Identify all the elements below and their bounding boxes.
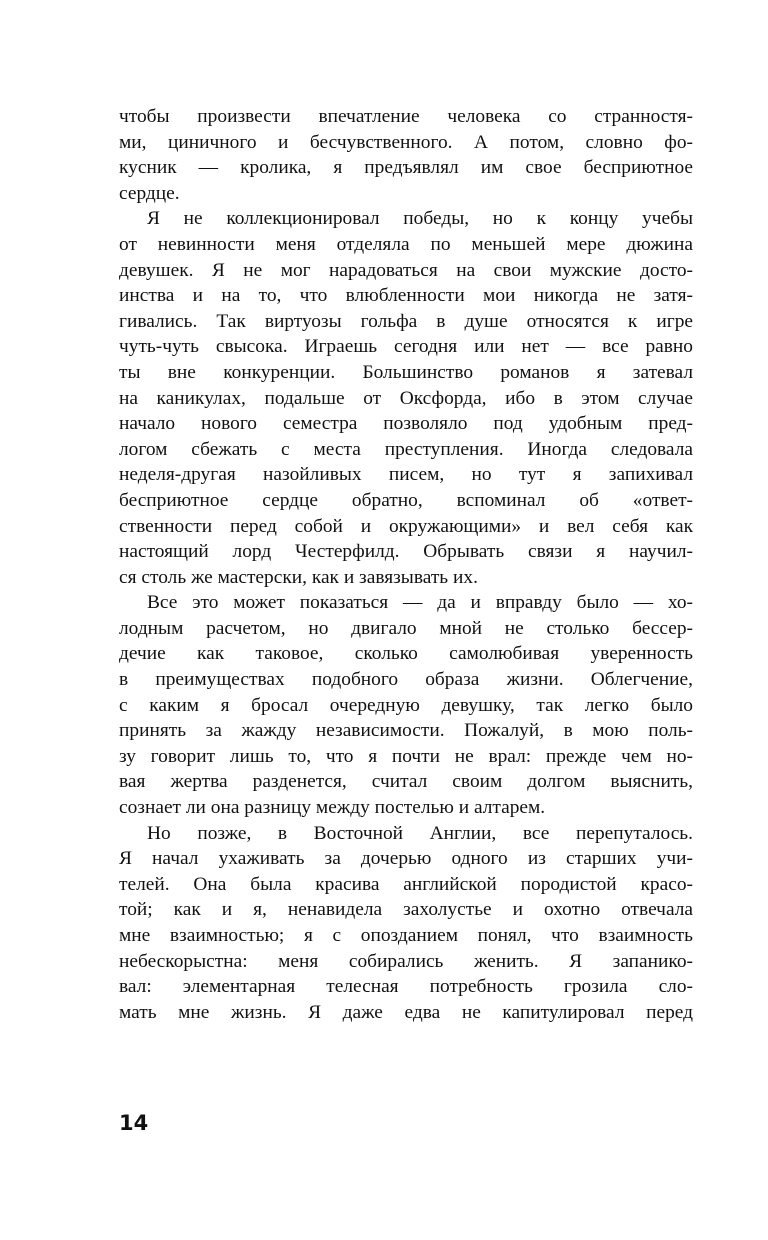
text-line: зу говорит лишь то, что я почти не врал: прежде чем но- — [119, 745, 693, 767]
text-line: настоящий лорд Честерфилд. Обрывать связи я научил- — [119, 541, 693, 563]
text-line: чуть-чуть свысока. Играешь сегодня или нет — все равно — [119, 336, 693, 358]
text-line: на каникулах, подальше от Оксфорда, ибо в этом случае — [119, 387, 693, 409]
text-line: кусник — кролика, я предъявлял им свое бесприютное — [119, 157, 693, 179]
text-line: начало нового семестра позволяло под удобным пред- — [119, 413, 693, 435]
text-line: Все это может показаться — да и вправду было — хо- — [147, 592, 693, 614]
text-line: вая жертва разденется, считал своим долгом выяснить, — [119, 771, 693, 793]
text-line: бесприютное сердце обратно, вспоминал об «ответ- — [119, 489, 693, 511]
text-line: логом сбежать с места преступления. Иногда следовала — [119, 438, 693, 460]
text-line: Я начал ухаживать за дочерью одного из старших учи- — [119, 848, 693, 870]
text-line: в преимуществах подобного образа жизни. Облегчение, — [119, 669, 693, 691]
text-line: той; как и я, ненавидела захолустье и охотно отвечала — [119, 899, 693, 921]
text-line: дечие как таковое, сколько самолюбивая уверенность — [119, 643, 693, 665]
paragraph — [119, 206, 693, 590]
text-line: Но позже, в Восточной Англии, все перепуталось. — [147, 822, 693, 844]
text-line: вал: элементарная телесная потребность грозила сло- — [119, 976, 693, 998]
page-number: 14 — [119, 1111, 149, 1135]
text-line: сердце. — [119, 182, 180, 204]
text-line: ты вне конкуренции. Большинство романов я затевал — [119, 361, 693, 383]
text-line: принять за жажду независимости. Пожалуй, в мою поль- — [119, 720, 693, 742]
text-line: гивались. Так виртуозы гольфа в душе относятся к игре — [119, 310, 693, 332]
text-line: лодным расчетом, но двигало мной не столько бессер- — [119, 617, 693, 639]
text-line: неделя-другая назойливых писем, но тут я запихивал — [119, 464, 693, 486]
text-line: ми, циничного и бесчувственного. А потом, словно фо- — [119, 131, 693, 153]
text-line: ственности перед собой и окружающими» и вел себя как — [119, 515, 693, 537]
text-line: от невинности меня отделяла по меньшей мере дюжина — [119, 233, 693, 255]
text-line: мне взаимностью; я с опозданием понял, что взаимность — [119, 925, 693, 946]
text-line: сознает ли она разницу между постелью и алтарем. — [119, 797, 546, 819]
page-body — [119, 104, 693, 1025]
text-line: Я не коллекционировал победы, но к концу учебы — [147, 208, 693, 230]
text-line: ся столь же мастерски, как и завязывать их. — [119, 566, 478, 588]
paragraph — [119, 104, 693, 206]
paragraph — [119, 590, 693, 820]
text-line: мать мне жизнь. Я даже едва не капитулировал перед — [119, 1001, 693, 1023]
text-line: девушек. Я не мог нарадоваться на свои мужские досто- — [119, 259, 693, 281]
text-line: телей. Она была красива английской породистой красо- — [119, 873, 693, 895]
paragraph — [119, 821, 693, 1026]
text-line: небескорыстна: меня собирались женить. Я запанико- — [119, 950, 693, 972]
text-line: инства и на то, что влюбленности мои никогда не затя- — [119, 285, 693, 307]
text-line: с каким я бросал очередную девушку, так легко было — [119, 694, 693, 716]
text-line: чтобы произвести впечатление человека со странностя- — [119, 106, 693, 127]
